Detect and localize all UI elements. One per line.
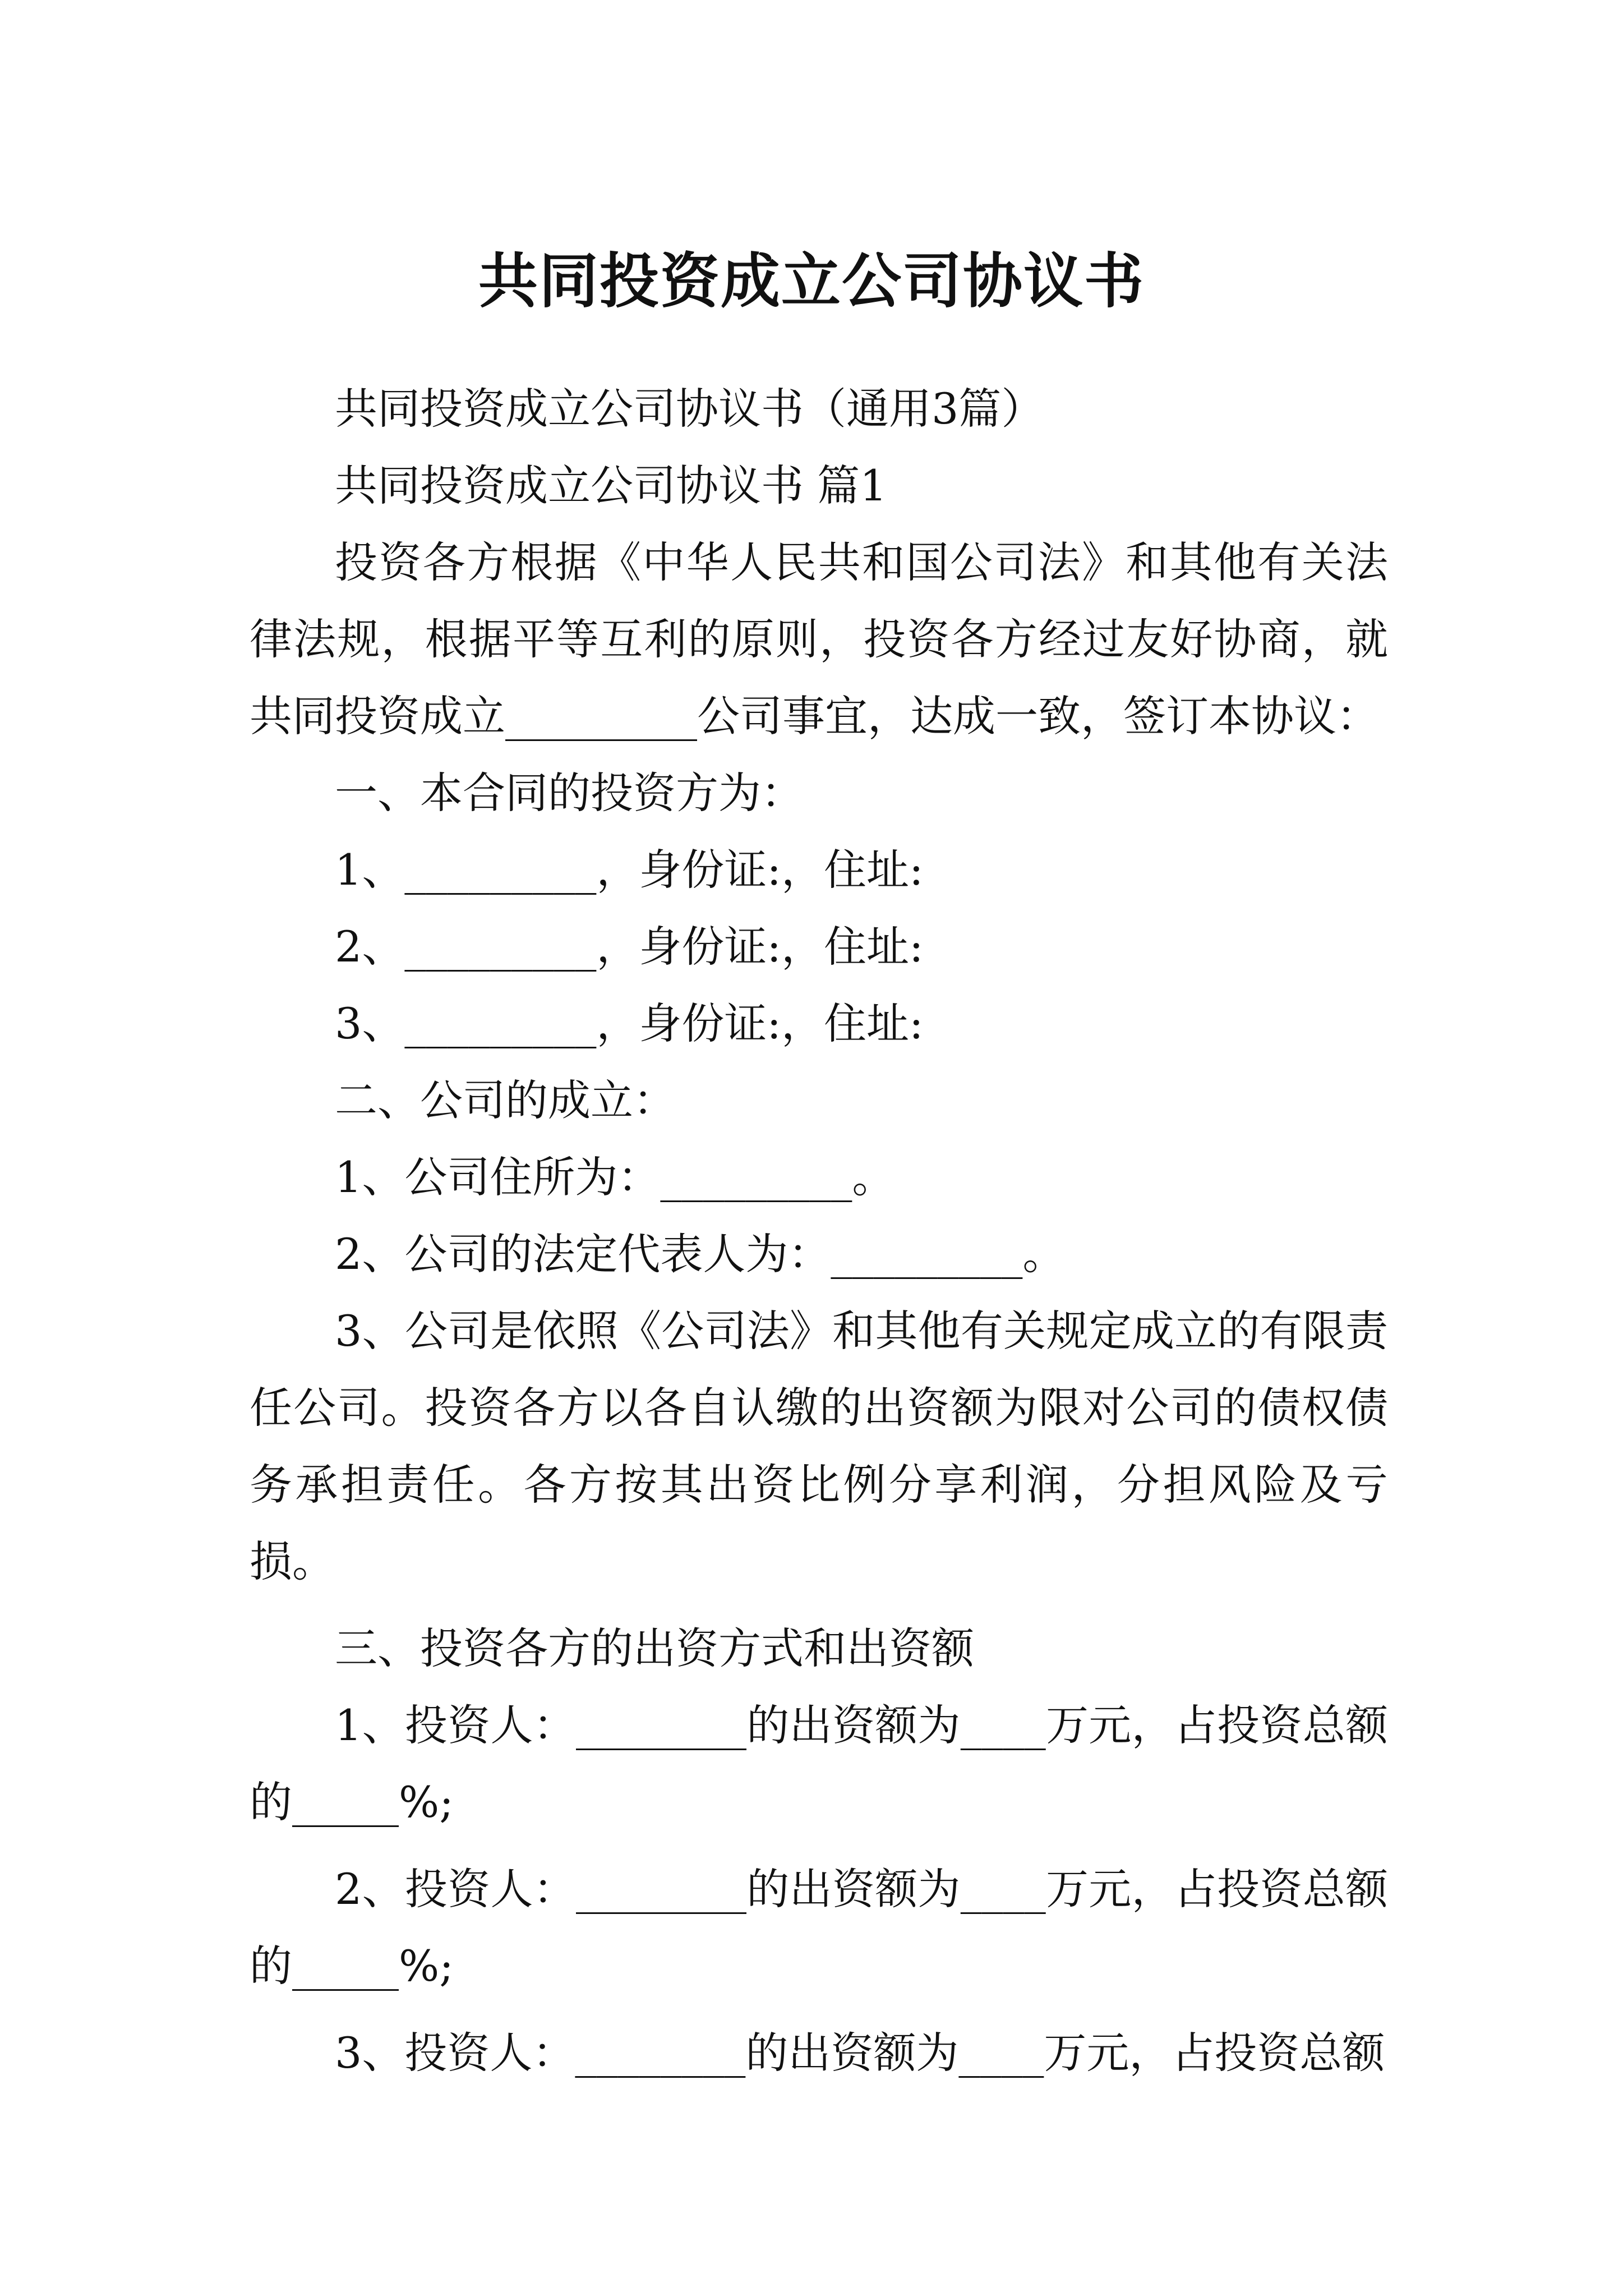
paragraph-contribution-2: 2、投资人：________的出资额为____万元，占投资总额的_____%;: [250, 1864, 1388, 1991]
paragraph-contribution-3: 3、投资人：________的出资额为____万元，占投资总额: [335, 2028, 1385, 2078]
document-title: 共同投资成立公司协议书: [478, 246, 1145, 316]
paragraph-clause-3-heading: 三、投资各方的出资方式和出资额: [335, 1623, 974, 1673]
paragraph-clause-2-heading: 二、公司的成立：: [335, 1075, 676, 1125]
paragraph-investor-3: 3、_________，身份证:，住址:: [335, 999, 924, 1048]
paragraph-subtitle: 共同投资成立公司协议书（通用3篇）: [335, 384, 1044, 434]
paragraph-investor-2: 2、_________，身份证:，住址:: [335, 922, 924, 972]
document-body: [250, 370, 1388, 2091]
paragraph-preamble: 投资各方根据《中华人民共和国公司法》和其他有关法律法规，根据平等互利的原则，投资各方经过友好协商，就共同投资成立_________公司事宜，达成一致，签订本协议：: [250, 537, 1388, 741]
paragraph-company-liability: 3、公司是依照《公司法》和其他有关规定成立的有限责任公司。投资各方以各自认缴的出资额为限对公司的债权债务承担责任。各方按其出资比例分享利润，分担风险及亏损。: [250, 1306, 1388, 1586]
paragraph-legal-representative: 2、公司的法定代表人为：_________。: [335, 1229, 1066, 1279]
paragraph-investor-1: 1、_________，身份证:，住址:: [335, 845, 924, 895]
paragraph-section-heading: 共同投资成立公司协议书 篇1: [335, 461, 887, 510]
paragraph-company-address: 1、公司住所为：_________。: [335, 1152, 895, 1202]
paragraph-contribution-1: 1、投资人：________的出资额为____万元，占投资总额的_____%;: [250, 1700, 1388, 1827]
paragraph-clause-1-heading: 一、本合同的投资方为：: [335, 768, 804, 818]
